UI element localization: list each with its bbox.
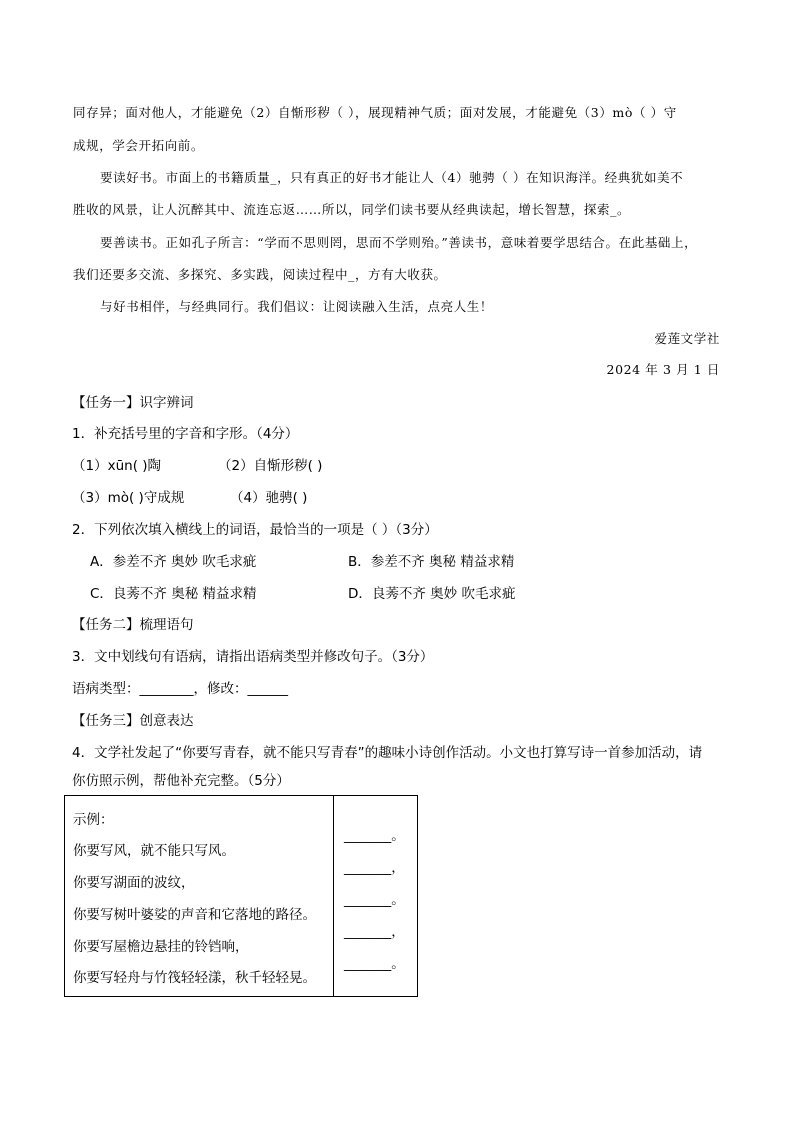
question-4-line1: 4．文学社发起了“你要写青春，就不能只写青春”的趣味小诗创作活动。小文也打算写诗一首参加活动，请: [72, 745, 703, 761]
answer-blank[interactable]: _______，: [344, 860, 405, 876]
example-label: 示例：: [73, 812, 114, 828]
q1-item-3: （3）mò( )守成规: [72, 490, 185, 506]
task3-heading: 【任务三】创意表达: [72, 713, 194, 729]
passage-line: 我们还要多交流、多探究、多实践，阅读过程中_，方有大收获。: [73, 267, 447, 282]
option-c: C．良莠不齐 奥秘 精益求精: [90, 586, 257, 602]
answer-blank[interactable]: _______。: [344, 956, 405, 972]
question-3: 3．文中划线句有语病，请指出语病类型并修改句子。（3分）: [72, 649, 434, 665]
option-b: B．参差不齐 奥秘 精益求精: [348, 554, 515, 570]
example-cell: [65, 796, 334, 997]
answer-blank[interactable]: _______，: [344, 924, 405, 940]
poem-table: [64, 795, 418, 997]
signature: 爱莲文学社: [654, 331, 720, 346]
passage-line: 要读好书。市面上的书籍质量_，只有真正的好书才能让人（4）驰骋（ ）在知识海洋。经典犹如美不: [100, 170, 684, 185]
task1-heading: 【任务一】识字辨词: [72, 395, 194, 411]
passage-line: 成规，学会开拓向前。: [73, 138, 205, 153]
q1-item-1: （1）xūn( )陶: [72, 458, 162, 474]
question-4-line2: 你仿照示例，帮他补充完整。（5分）: [72, 773, 290, 789]
answer-blank[interactable]: _______。: [344, 828, 405, 844]
option-d: D．良莠不齐 奥妙 吹毛求疵: [348, 586, 516, 602]
passage-line: 要善读书。正如孔子所言：“学而不思则罔，思而不学则殆。”善读书，意味着要学思结合。在此基础上，: [100, 235, 698, 250]
q1-item-4: （4）驰骋( ): [230, 490, 308, 506]
example-line: 你要写风，就不能只写风。: [73, 843, 235, 859]
example-line: 你要写屋檐边悬挂的铃铛响，: [73, 939, 249, 955]
question-2: 2．下列依次填入横线上的词语，最恰当的一项是（ ）（3分）: [72, 522, 438, 538]
answer-cell: [334, 796, 418, 997]
q1-item-2: （2）自惭形秽( ): [218, 458, 323, 474]
q3-answer-line: 语病类型：________，修改：______: [72, 681, 288, 697]
passage-line: 同存异；面对他人，才能避免（2）自惭形秽（ ），展现精神气质；面对发展，才能避免（3）mò（ ）守: [73, 105, 677, 120]
question-1: 1．补充括号里的字音和字形。（4分）: [72, 426, 299, 442]
example-line: 你要写湖面的波纹，: [73, 875, 195, 891]
option-a: A．参差不齐 奥妙 吹毛求疵: [90, 554, 257, 570]
passage-line: 与好书相伴，与经典同行。我们倡议：让阅读融入生活，点亮人生！: [100, 299, 494, 314]
example-line: 你要写轻舟与竹筏轻轻漾，秋千轻轻晃。: [73, 970, 316, 986]
answer-blank[interactable]: _______。: [344, 892, 405, 908]
date: 2024 年 3 月 1 日: [606, 362, 720, 377]
passage-line: 胜收的风景，让人沉醉其中、流连忘返……所以，同学们读书要从经典读起，增长智慧，探索_。: [73, 202, 631, 217]
example-line: 你要写树叶婆娑的声音和它落地的路径。: [73, 907, 316, 923]
task2-heading: 【任务二】梳理语句: [72, 617, 194, 633]
